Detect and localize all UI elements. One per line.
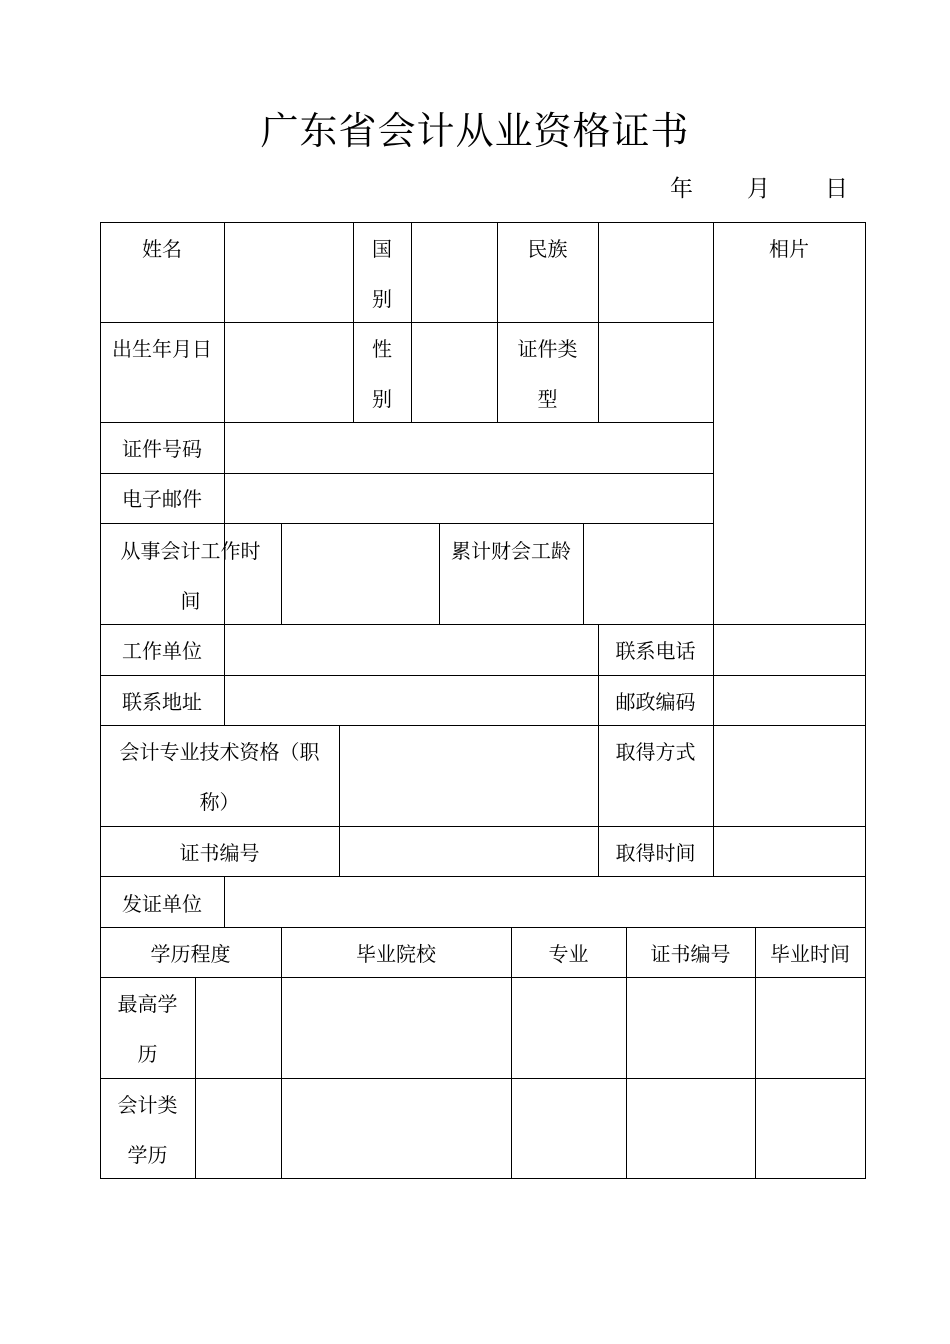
label-acct-edu-line2: 学历: [127, 1143, 168, 1167]
table-rule: [713, 624, 714, 877]
label-nationality-line1: 国: [372, 237, 392, 261]
page-title: 广东省会计从业资格证书: [260, 109, 690, 153]
table-border: [100, 222, 866, 223]
label-obtain-method: 取得方式: [615, 740, 696, 764]
label-gender-line1: 性: [372, 337, 392, 361]
date-day-label: 日: [825, 176, 848, 202]
table-rule: [281, 523, 282, 624]
label-phone: 联系电话: [615, 639, 696, 663]
table-rule: [100, 1078, 866, 1079]
label-nationality-line2: 别: [372, 287, 392, 311]
label-id-type-line2: 型: [537, 387, 558, 411]
label-work-start: [100, 526, 281, 626]
label-id-number: 证件号码: [122, 437, 202, 461]
label-gender-line2: 别: [372, 387, 392, 411]
label-cert-number: 证书编号: [179, 841, 260, 865]
label-address: 联系地址: [122, 690, 202, 714]
label-id-type: [497, 324, 598, 424]
label-work-start-line2: 间: [180, 589, 201, 613]
label-work-start-line1: 从事会计工作时: [120, 539, 261, 563]
header-grad-time: 毕业时间: [770, 942, 850, 966]
table-rule: [713, 222, 714, 624]
label-highest-edu-line1: 最高学: [117, 992, 178, 1016]
header-major: 专业: [548, 942, 589, 966]
label-birth-date: 出生年月日: [112, 337, 212, 361]
label-nationality: [353, 224, 411, 324]
label-tech-qualification-line1: 会计专业技术资格（职: [119, 740, 320, 764]
table-rule: [598, 222, 599, 422]
header-edu-level: 学历程度: [150, 942, 231, 966]
label-gender: [353, 324, 411, 424]
table-rule: [224, 876, 225, 927]
label-email: 电子邮件: [122, 487, 202, 511]
label-employer: 工作单位: [122, 639, 202, 663]
table-rule: [224, 624, 225, 725]
label-ethnicity: 民族: [527, 237, 568, 261]
table-rule: [583, 523, 584, 624]
table-rule: [411, 222, 412, 422]
table-rule: [339, 725, 340, 877]
label-acct-edu-line1: 会计类: [117, 1093, 178, 1117]
label-tech-qualification: [100, 727, 339, 827]
label-obtain-time: 取得时间: [615, 841, 696, 865]
label-name: 姓名: [142, 237, 182, 261]
label-accounting-years: 累计财会工龄: [451, 539, 571, 563]
label-postcode: 邮政编码: [615, 690, 696, 714]
label-acct-edu: [100, 1080, 195, 1180]
label-highest-edu: [100, 979, 195, 1079]
label-tech-qualification-line2: 称）: [199, 790, 240, 814]
table-border: [100, 1178, 866, 1179]
header-edu-cert-number: 证书编号: [650, 942, 731, 966]
date-month-label: 月: [747, 176, 770, 202]
label-id-type-line1: 证件类: [517, 337, 578, 361]
label-issuer: 发证单位: [122, 892, 202, 916]
label-highest-edu-line2: 历: [137, 1042, 158, 1066]
table-rule: [195, 977, 196, 1179]
date-year-label: 年: [670, 176, 693, 202]
table-border: [865, 222, 866, 1179]
label-photo: 相片: [769, 237, 809, 261]
header-school: 毕业院校: [356, 942, 436, 966]
